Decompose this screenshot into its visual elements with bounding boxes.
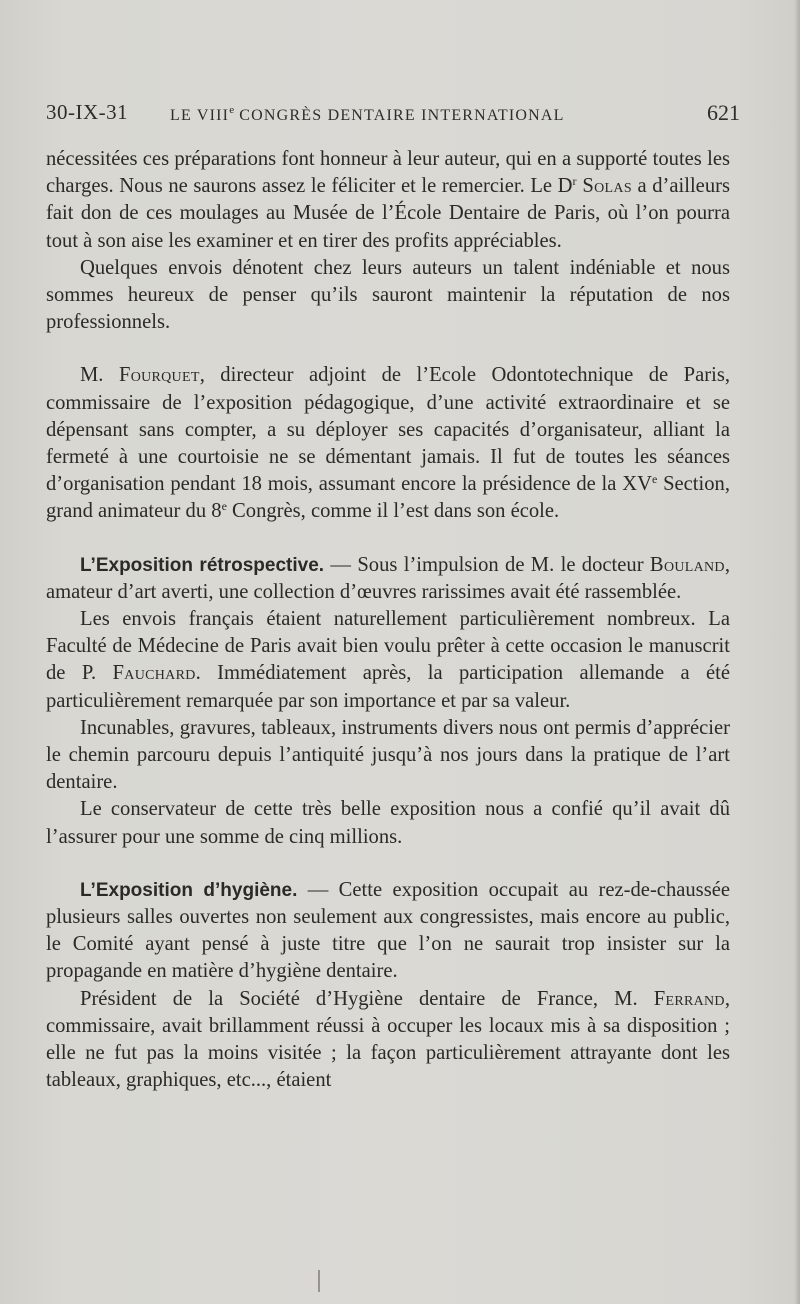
- paragraph-incunables: Incunables, gravures, tableaux, instruments divers nous ont permis d’apprécier le chemin parcouru depuis l’antiquité jusqu’à nos jours dans la pratique de l’art dentaire.: [46, 716, 730, 794]
- section-heading: L’Exposition d’hygiène.: [80, 879, 298, 901]
- paragraph-president: Président de la Société d’Hygiène dentaire de France, M. Ferrand, commissaire, avait brillamment réussi à occuper les locaux mis à sa disposition ; elle ne fut pas la moins visitée ; la façon particulièrement attrayante dont les tableaux, graphiques, etc..., étaient: [46, 987, 730, 1092]
- running-title: LE VIIIe CONGRÈS DENTAIRE INTERNATIONAL: [170, 104, 565, 124]
- paragraph-exposition-retrospective: L’Exposition rétrospective. — Sous l’impulsion de M. le docteur Bouland, amateur d’art averti, une collection d’œuvres rarissimes avait été rassemblée.: [46, 553, 731, 603]
- paragraph-fourquet: M. Fourquet, directeur adjoint de l’Ecole Odontotechnique de Paris, commissaire de l’exposition pédagogique, d’une activité extraordinaire et se dépensant sans compter, a su déployer ses capacités d’organisateur, alliant la fermeté à une courtoisie ne se démentant jamais. Il fut de toutes les séances d’organisation pendant 18 mois, assumant encore la présidence de la XVe Section, grand animateur du 8e Congrès, comme il l’est dans son école.: [46, 364, 731, 523]
- date-folio: 30-IX-31: [46, 100, 129, 124]
- person-name: Bouland: [649, 553, 725, 576]
- running-header: [46, 100, 740, 130]
- person-name: Ferrand: [653, 987, 725, 1010]
- body-text: [46, 146, 730, 1095]
- page-edge-shadow: [794, 0, 800, 1304]
- section-heading: L’Exposition rétrospective.: [80, 554, 325, 576]
- paragraph-envois: Quelques envois dénotent chez leurs auteurs un talent indéniable et nous sommes heureux de penser qu’ils sauront maintenir la réputation de nos professionnels.: [46, 256, 730, 334]
- paragraph-conservateur: Le conservateur de cette très belle exposition nous a confié qu’il avait dû l’assurer pour une somme de cinq millions.: [46, 798, 730, 848]
- scan-mark: [318, 1270, 320, 1292]
- paragraph-exposition-hygiene: L’Exposition d’hygiène. — Cette exposition occupait au rez-de-chaussée plusieurs salles ouvertes non seulement aux congressistes, mais encore au public, le Comité ayant pensé à juste titre que l’on ne saurait trop insister sur la propagande en matière d’hygiène dentaire.: [46, 878, 730, 983]
- page-number: 621: [707, 100, 740, 125]
- person-name: Fauchard: [112, 662, 196, 685]
- paragraph-moulages: nécessitées ces préparations font honneur à leur auteur, qui en a supporté toutes les charges. Nous ne saurons assez le féliciter et le remercier. Le $D^r$ Solas a d’ailleurs fait don de ces moulages au Musée de l’École Dentaire de Paris, où l’on pourra tout à son aise les examiner et en tirer des profits appréciables.: [46, 148, 730, 252]
- person-name: Fourquet: [118, 364, 200, 387]
- person-name: Solas: [576, 175, 632, 198]
- paragraph-envois-francais: Les envois français étaient naturellement particulièrement nombreux. La Faculté de Médecine de Paris avait bien voulu prêter à cette occasion le manuscrit de P. Fauchard. Immédiatement après, la participation allemande a été particulièrement remarquée par son importance et par sa valeur.: [46, 608, 730, 712]
